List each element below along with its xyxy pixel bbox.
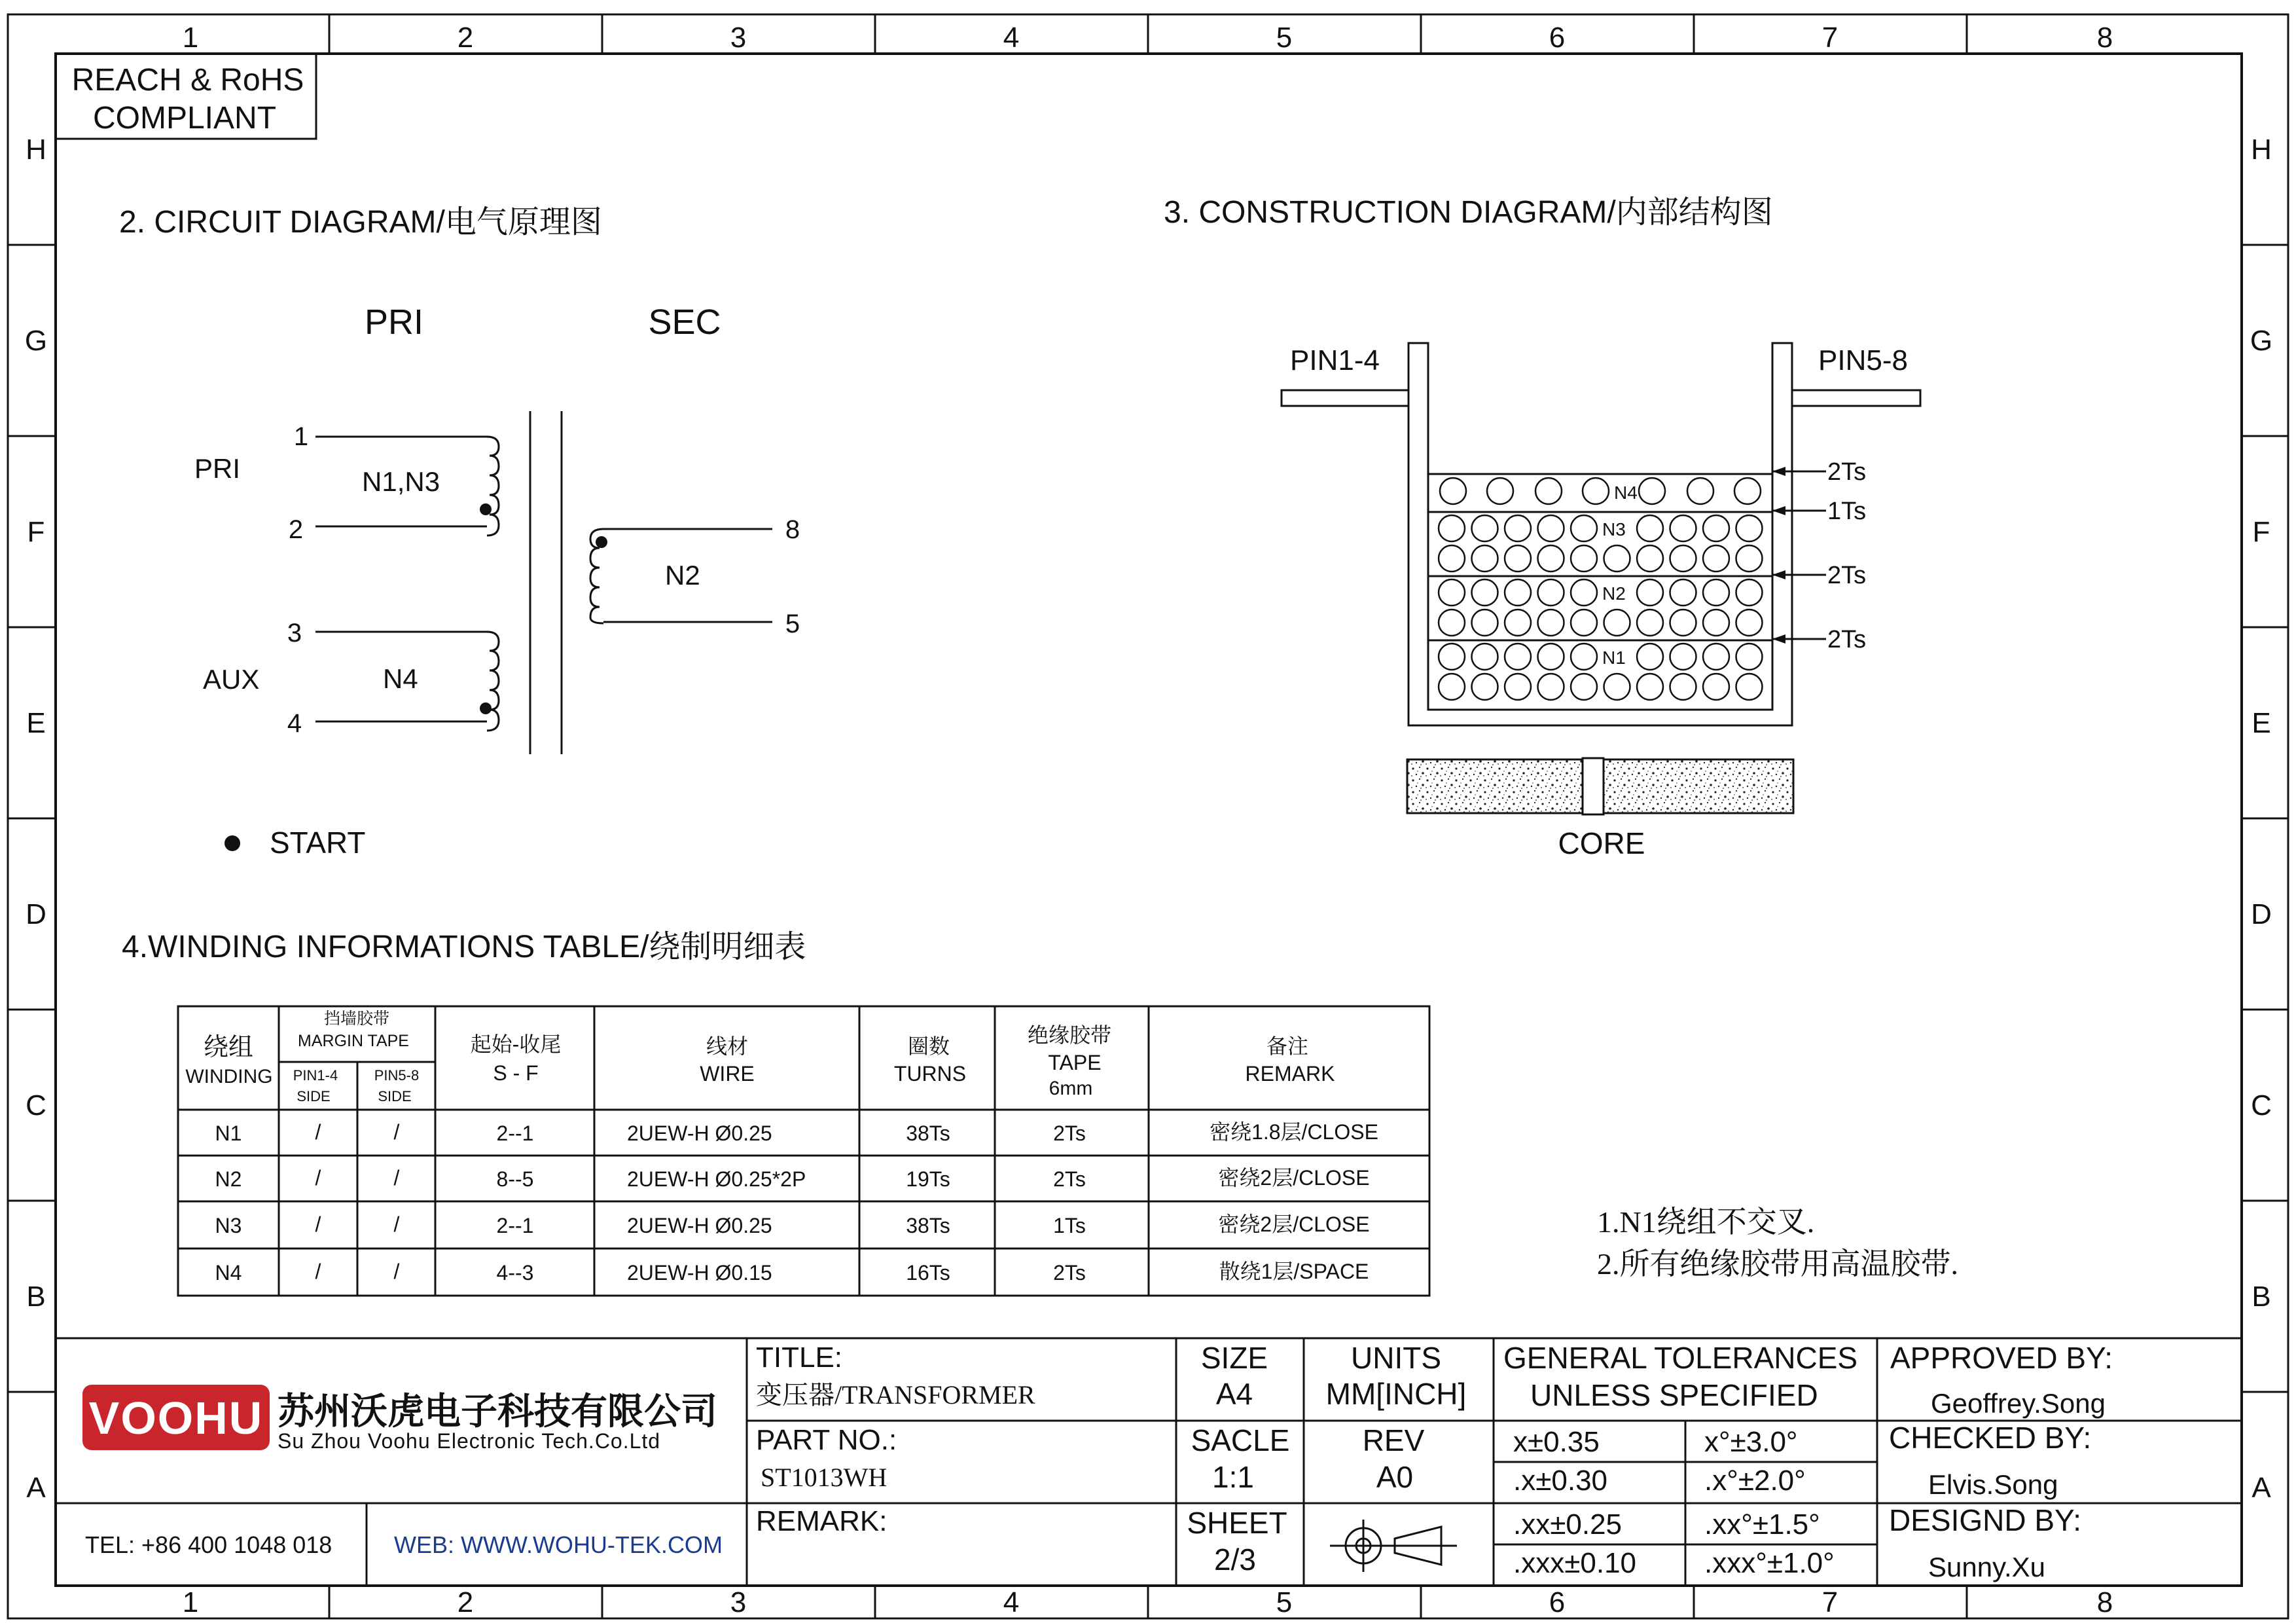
units-value: MM[INCH] [1325, 1377, 1467, 1411]
wire-circle [1439, 515, 1465, 541]
start-dot [480, 503, 492, 515]
col-label: 2 [457, 1586, 474, 1618]
pin-number: 8 [785, 515, 800, 544]
col-label: 1 [182, 22, 199, 54]
scale-value: 1:1 [1212, 1460, 1254, 1494]
title-value: 变压器/TRANSFORMER [756, 1380, 1035, 1410]
cell-margin-2: / [393, 1120, 400, 1144]
wire-circle [1736, 545, 1763, 572]
cell-wire: 2UEW-H Ø0.25 [627, 1122, 772, 1145]
layer-label: N2 [1602, 583, 1626, 604]
cell-remark: 密绕2层/CLOSE [1218, 1213, 1370, 1236]
pin-number: 5 [785, 610, 800, 638]
company-name-cn: 苏州沃虎电子科技有限公司 [278, 1391, 717, 1432]
wire-circle [1736, 515, 1763, 541]
logo-text: VOOHU [88, 1393, 264, 1444]
wire-circle [1439, 579, 1465, 606]
size-value: A4 [1215, 1377, 1253, 1411]
cell-wire: 2UEW-H Ø0.25*2P [627, 1167, 806, 1191]
tolerance-value: x°±3.0° [1704, 1426, 1798, 1458]
sec-title: SEC [648, 302, 721, 342]
col-label: 8 [2096, 22, 2113, 54]
circuit-heading: 2. CIRCUIT DIAGRAM/电气原理图 [119, 205, 602, 240]
tolerance-value: .xxx±0.10 [1513, 1547, 1637, 1579]
wire-circle [1505, 610, 1531, 636]
col-label: 7 [1821, 22, 1839, 54]
wire-circle [1604, 610, 1630, 636]
pin-number: 1 [293, 422, 309, 451]
remark-label: REMARK: [756, 1505, 888, 1537]
title-block [56, 1338, 2242, 1586]
hdr-pin14-b: SIDE [296, 1088, 331, 1104]
col-label: 3 [730, 1586, 747, 1618]
wire-circle [1670, 644, 1696, 670]
checked-value: Elvis.Song [1928, 1469, 2058, 1500]
table-row [215, 1166, 1370, 1191]
wire-circle [1670, 579, 1696, 606]
hdr-turns-en: TURNS [893, 1062, 967, 1085]
col-label: 8 [2096, 1586, 2113, 1618]
wire-circle [1571, 674, 1597, 700]
hdr-pin14-a: PIN1-4 [293, 1067, 338, 1084]
cell-winding: N2 [215, 1167, 242, 1191]
aux-label: AUX [203, 664, 260, 695]
wire-circle [1571, 610, 1597, 636]
col-label: 2 [457, 22, 474, 54]
units-label: UNITS [1351, 1341, 1441, 1375]
wire-circle [1505, 579, 1531, 606]
wire-circle [1736, 610, 1763, 636]
company-name-en: Su Zhou Voohu Electronic Tech.Co.Ltd [278, 1429, 661, 1453]
hdr-remark-en: REMARK [1245, 1062, 1335, 1085]
cell-margin-1: / [315, 1166, 321, 1190]
approved-label: APPROVED BY: [1890, 1341, 2113, 1375]
winding-n4-label: N4 [383, 663, 418, 694]
designed-label: DESIGND BY: [1889, 1503, 2081, 1537]
row-label: A [26, 1472, 46, 1504]
construction-diagram [1164, 195, 1920, 860]
company-logo [82, 1385, 270, 1450]
row-label: H [26, 134, 46, 166]
wire-circle [1535, 478, 1562, 504]
hdr-tape-size: 6mm [1049, 1078, 1093, 1099]
wire-circle [1538, 515, 1564, 541]
cell-wire: 2UEW-H Ø0.25 [627, 1214, 772, 1237]
tape-label: 2Ts [1827, 562, 1867, 589]
row-label: H [2251, 134, 2272, 166]
wire-circle [1439, 674, 1465, 700]
row-label: E [2251, 707, 2271, 739]
cell-sf: 2--1 [496, 1214, 534, 1237]
wire-circle [1538, 579, 1564, 606]
hdr-turns-cn: 圈数 [907, 1034, 950, 1058]
hdr-sf-cn: 起始-收尾 [470, 1032, 562, 1056]
cell-tape: 2Ts [1053, 1122, 1086, 1145]
wire-circle [1703, 610, 1729, 636]
hdr-wire-cn: 线材 [706, 1034, 749, 1058]
scale-label: SACLE [1191, 1423, 1290, 1457]
start-dot [480, 702, 492, 714]
wire-circle [1538, 644, 1564, 670]
cell-wire: 2UEW-H Ø0.15 [627, 1261, 772, 1285]
table-row [215, 1213, 1370, 1237]
tolerance-value: .x°±2.0° [1704, 1465, 1806, 1497]
note-line: 1.N1绕组不交叉. [1597, 1205, 1815, 1239]
cell-remark: 密绕2层/CLOSE [1218, 1166, 1370, 1190]
tolerance-heading-2: UNLESS SPECIFIED [1530, 1378, 1818, 1412]
designed-value: Sunny.Xu [1928, 1552, 2046, 1582]
partno-label: PART NO.: [756, 1424, 897, 1456]
hdr-winding-en: WINDING [185, 1066, 273, 1087]
wire-circle [1505, 545, 1531, 572]
cell-turns: 16Ts [906, 1261, 950, 1285]
hdr-tape-en: TAPE [1048, 1051, 1102, 1074]
rev-label: REV [1362, 1423, 1425, 1457]
tolerance-value: .xxx°±1.0° [1704, 1547, 1835, 1579]
note-line: 2.所有绝缘胶带用高温胶带. [1597, 1247, 1958, 1281]
wire-circle [1637, 674, 1663, 700]
pri-title: PRI [364, 302, 424, 342]
start-legend-label: START [270, 826, 366, 860]
wire-circle [1571, 644, 1597, 670]
cell-tape: 2Ts [1053, 1167, 1086, 1191]
wire-circle [1604, 674, 1630, 700]
hdr-winding-cn: 绕组 [203, 1034, 254, 1061]
col-label: 6 [1549, 1586, 1566, 1618]
pri-label: PRI [194, 453, 241, 484]
circuit-diagram [119, 205, 800, 860]
cell-winding: N4 [215, 1261, 242, 1285]
wire-circle [1440, 478, 1466, 504]
winding-n1n3-label: N1,N3 [362, 466, 440, 497]
wire-circle [1538, 545, 1564, 572]
col-label: 7 [1821, 1586, 1839, 1618]
winding-table [122, 930, 1429, 1296]
partno-value: ST1013WH [761, 1463, 888, 1492]
cell-margin-1: / [315, 1120, 321, 1144]
tolerance-value: .xx±0.25 [1513, 1508, 1623, 1541]
wire-circle [1439, 644, 1465, 670]
hdr-wire-en: WIRE [700, 1062, 755, 1085]
notes [1597, 1205, 1958, 1281]
wire-circle [1538, 674, 1564, 700]
col-label: 3 [730, 22, 747, 54]
cell-winding: N3 [215, 1214, 242, 1237]
wire-circle [1736, 644, 1763, 670]
wire-circle [1736, 579, 1763, 606]
wire-circle [1670, 674, 1696, 700]
wire-circle [1637, 579, 1663, 606]
wire-circle [1703, 579, 1729, 606]
start-dot [596, 536, 607, 548]
pin-right-label: PIN5-8 [1818, 344, 1908, 376]
wire-circle [1571, 579, 1597, 606]
row-label: D [26, 898, 46, 930]
hdr-sf-en: S - F [493, 1061, 539, 1085]
cell-sf: 2--1 [496, 1122, 534, 1145]
wire-circle [1472, 579, 1498, 606]
cell-margin-1: / [315, 1260, 321, 1283]
web-text: WEB: WWW.WOHU-TEK.COM [394, 1531, 723, 1558]
wire-circle [1583, 478, 1609, 504]
core-drawing [1407, 758, 1793, 814]
row-label: F [27, 516, 45, 548]
winding-n2-label: N2 [665, 560, 700, 591]
row-label: C [26, 1089, 46, 1122]
tape-label: 2Ts [1827, 626, 1867, 653]
wire-circle [1637, 545, 1663, 572]
bobbin [1282, 343, 1920, 725]
hdr-margin-en: MARGIN TAPE [298, 1032, 409, 1050]
construction-heading: 3. CONSTRUCTION DIAGRAM/内部结构图 [1164, 195, 1773, 230]
row-label: G [2250, 325, 2273, 357]
wire-circle [1472, 644, 1498, 670]
tape-label: 1Ts [1827, 498, 1867, 525]
wire-circle [1734, 478, 1761, 504]
wire-circle [1670, 545, 1696, 572]
start-legend-dot [224, 835, 240, 851]
row-label: G [24, 325, 48, 357]
table-heading: 4.WINDING INFORMATIONS TABLE/绕制明细表 [122, 930, 806, 964]
wire-circle [1670, 515, 1696, 541]
col-label: 1 [182, 1586, 199, 1618]
cell-turns: 38Ts [906, 1122, 950, 1145]
cell-remark: 密绕1.8层/CLOSE [1210, 1120, 1378, 1144]
wire-circle [1736, 674, 1763, 700]
tolerance-heading-1: GENERAL TOLERANCES [1503, 1341, 1858, 1375]
row-label: E [26, 707, 46, 739]
tolerance-value: .xx°±1.5° [1704, 1508, 1820, 1541]
row-label: A [2251, 1472, 2271, 1504]
compliance-line1: REACH & RoHS [71, 63, 304, 98]
wire-circle [1571, 545, 1597, 572]
drawing-frame [8, 14, 2288, 1618]
hdr-margin-cn: 挡墙胶带 [323, 1010, 390, 1028]
wire-circle [1472, 610, 1498, 636]
col-label: 4 [1003, 22, 1020, 54]
table-row [215, 1120, 1378, 1145]
cell-margin-2: / [393, 1213, 400, 1236]
cell-winding: N1 [215, 1122, 242, 1145]
col-label: 5 [1276, 1586, 1293, 1618]
cell-margin-2: / [393, 1166, 400, 1190]
title-label: TITLE: [756, 1341, 843, 1374]
wire-circle [1439, 610, 1465, 636]
wire-circle [1571, 515, 1597, 541]
compliance-line2: COMPLIANT [92, 101, 277, 136]
wire-circle [1670, 610, 1696, 636]
hdr-pin58-a: PIN5-8 [374, 1067, 420, 1084]
wire-circle [1472, 515, 1498, 541]
col-label: 6 [1549, 22, 1566, 54]
wire-circle [1472, 674, 1498, 700]
hdr-tape-cn: 绝缘胶带 [1027, 1023, 1112, 1047]
wire-circle [1639, 478, 1665, 504]
tolerance-value: x±0.35 [1513, 1426, 1600, 1458]
pin-number: 3 [287, 619, 302, 647]
wire-circle [1687, 478, 1713, 504]
size-label: SIZE [1200, 1341, 1268, 1375]
table-row [215, 1260, 1369, 1285]
tel-text: TEL: +86 400 1048 018 [85, 1531, 332, 1558]
col-label: 5 [1276, 22, 1293, 54]
pin-number: 4 [287, 709, 302, 738]
row-label: F [2252, 516, 2270, 548]
cell-sf: 4--3 [496, 1261, 534, 1285]
wire-circle [1604, 545, 1630, 572]
core-label: CORE [1558, 826, 1645, 860]
compliance-box [56, 54, 316, 139]
wire-circle [1703, 674, 1729, 700]
cell-tape: 2Ts [1053, 1261, 1086, 1285]
layer-label: N1 [1602, 647, 1626, 668]
sheet-label: SHEET [1187, 1506, 1287, 1540]
tolerance-value: .x±0.30 [1513, 1465, 1608, 1497]
pin-number: 2 [288, 515, 304, 544]
checked-label: CHECKED BY: [1889, 1421, 2092, 1455]
wire-circle [1505, 644, 1531, 670]
wire-circle [1637, 610, 1663, 636]
cell-remark: 散绕1层/SPACE [1219, 1260, 1369, 1283]
rev-value: A0 [1376, 1460, 1414, 1494]
wire-circle [1439, 545, 1465, 572]
wire-circle [1637, 515, 1663, 541]
wire-circle [1472, 545, 1498, 572]
wire-circle [1703, 515, 1729, 541]
wire-circle [1703, 644, 1729, 670]
row-label: B [2251, 1281, 2271, 1313]
projection-symbol [1330, 1520, 1457, 1572]
approved-value: Geoffrey.Song [1931, 1388, 2106, 1419]
cell-turns: 19Ts [906, 1167, 950, 1191]
row-label: C [2251, 1089, 2272, 1122]
wire-circle [1505, 674, 1531, 700]
hdr-remark-cn: 备注 [1266, 1034, 1309, 1058]
cell-tape: 1Ts [1053, 1214, 1086, 1237]
wire-circle [1538, 610, 1564, 636]
row-label: D [2251, 898, 2272, 930]
wire-circle [1703, 545, 1729, 572]
hdr-pin58-b: SIDE [378, 1088, 412, 1104]
layer-label: N4 [1614, 483, 1638, 503]
wire-circle [1487, 478, 1513, 504]
cell-margin-1: / [315, 1213, 321, 1236]
col-label: 4 [1003, 1586, 1020, 1618]
pin-left-label: PIN1-4 [1290, 344, 1380, 376]
wire-circle [1637, 644, 1663, 670]
sheet-value: 2/3 [1214, 1542, 1256, 1577]
wire-circle [1505, 515, 1531, 541]
cell-margin-2: / [393, 1260, 400, 1283]
cell-sf: 8--5 [496, 1167, 534, 1191]
tape-label: 2Ts [1827, 458, 1867, 486]
cell-turns: 38Ts [906, 1214, 950, 1237]
layer-label: N3 [1602, 519, 1626, 539]
row-label: B [26, 1281, 46, 1313]
